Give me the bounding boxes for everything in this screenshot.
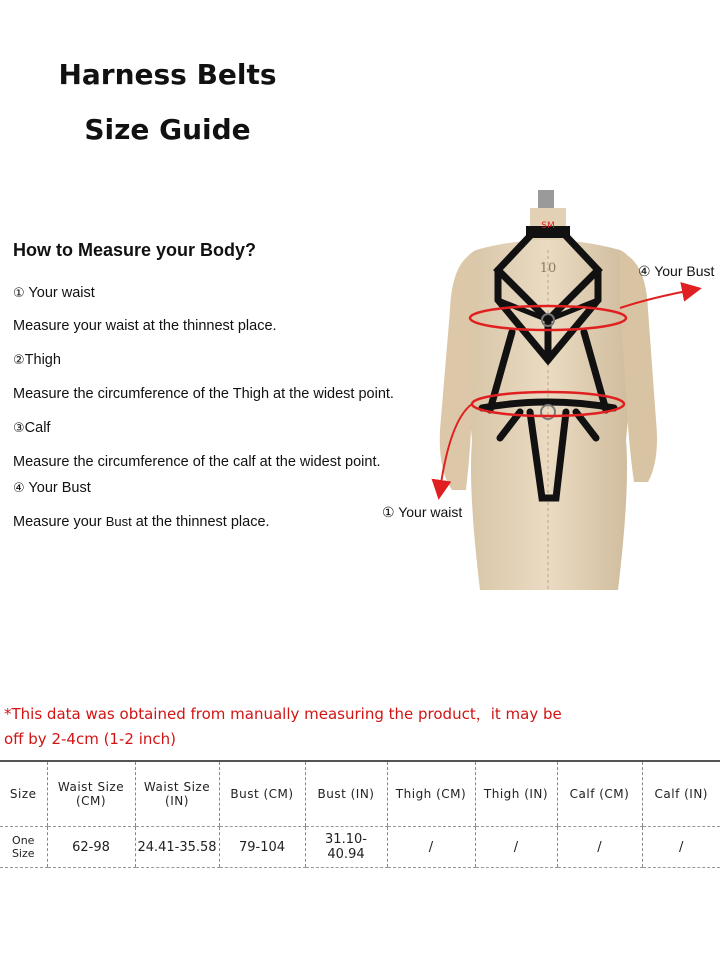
cell-calf-cm: / <box>557 827 642 868</box>
waist-callout: ① Your waist <box>382 504 463 520</box>
thigh-instruction: Measure the circumference of the Thigh at the widest point. <box>13 386 394 402</box>
size-table <box>0 760 720 868</box>
header-calf-cm: Calf (CM) <box>557 761 642 827</box>
cell-calf-in: / <box>642 827 720 868</box>
table-row <box>0 827 720 868</box>
waist-instruction: Measure your waist at the thinnest place. <box>13 318 277 334</box>
bust-instruction: Measure your Bust at the thinnest place. <box>13 514 270 530</box>
header-calf-in: Calf (IN) <box>642 761 720 827</box>
mannequin-figure <box>380 190 720 590</box>
cell-thigh-cm: / <box>387 827 475 868</box>
cell-thigh-in: / <box>475 827 557 868</box>
mannequin-number: 10 <box>539 261 557 276</box>
page-title: Harness Belts <box>58 58 277 91</box>
mannequin-tag: SM <box>541 221 555 231</box>
waist-label: ① Your waist <box>13 285 95 301</box>
table-header-row <box>0 761 720 827</box>
thigh-label: ②Thigh <box>13 352 61 368</box>
header-waist-in: Waist Size (IN) <box>135 761 219 827</box>
measure-heading: How to Measure your Body? <box>13 240 257 260</box>
header-thigh-cm: Thigh (CM) <box>387 761 475 827</box>
page-subtitle: Size Guide <box>84 113 251 146</box>
header-bust-in: Bust (IN) <box>305 761 387 827</box>
cell-waist-cm: 62-98 <box>47 827 135 868</box>
header-bust-cm: Bust (CM) <box>219 761 305 827</box>
calf-label: ③Calf <box>13 420 51 436</box>
cell-bust-cm: 79-104 <box>219 827 305 868</box>
measurement-note: *This data was obtained from manually measuring the product，it may be off by 2-4cm (1-2 inch) <box>4 705 562 748</box>
header-thigh-in: Thigh (IN) <box>475 761 557 827</box>
cell-waist-in: 24.41-35.58 <box>135 827 219 868</box>
header-waist-cm: Waist Size (CM) <box>47 761 135 827</box>
mannequin-illustration <box>380 190 720 590</box>
bust-label: ④ Your Bust <box>13 480 91 496</box>
bust-callout: ④ Your Bust <box>638 263 715 279</box>
calf-instruction: Measure the circumference of the calf at the widest point. <box>13 454 381 470</box>
cell-bust-in: 31.10-40.94 <box>305 827 387 868</box>
header-size: Size <box>0 761 47 827</box>
cell-size: One Size <box>0 827 47 868</box>
